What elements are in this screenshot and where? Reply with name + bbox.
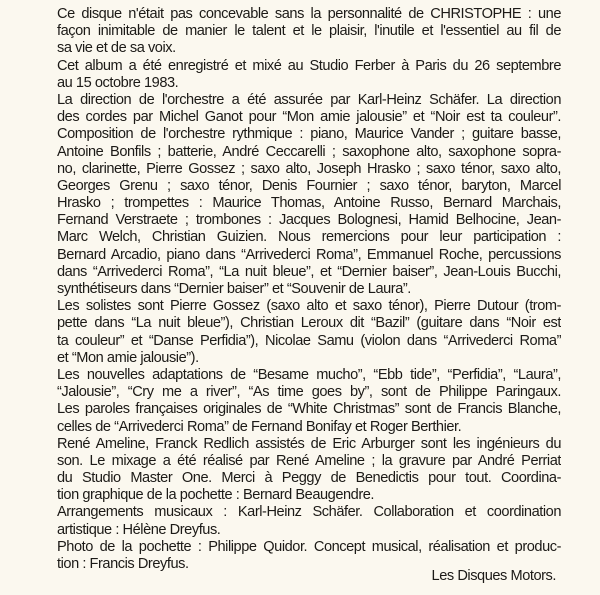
text-line: ta couleur” et “Danse Perfidia”), Nicolae Samu (violon dans “Arrivederci Roma” [57,332,561,349]
text-line: et “Mon amie jalousie”). [57,349,199,366]
text-line: Hrasko ; trompettes : Maurice Thomas, Antoine Russo, Bernard Marchais, [57,195,561,212]
text-line: celles de “Arrivederci Roma” de Fernand Bonifay et Roger Berthier. [57,418,462,435]
text-line: son. Le mixage a été réalisé par René Ameline ; la gravure par André Perriat [57,452,561,469]
text-line: du Studio Master One. Merci à Peggy de Benedictis pour tout. Coordina- [57,470,561,487]
text-line: Les solistes sont Pierre Gossez (saxo alto et saxo ténor), Pierre Dutour (trom- [57,298,561,315]
text-line: “Jalousie”, “Cry me a river”, “As time goes by”, sont de Philippe Paringaux. [57,384,561,401]
liner-notes-text [57,6,561,573]
text-line: Antoine Bonfils ; batterie, André Ceccarelli ; saxophone alto, saxophone sopra- [57,143,561,160]
text-line: Ce disque n'était pas concevable sans la personnalité de CHRISTOPHE : une [57,6,561,22]
text-line: Fernand Verstraete ; trombones : Jacques Bolognesi, Hamid Belhocine, Jean- [57,212,561,229]
text-line: des cordes par Michel Ganot pour “Mon amie jalousie” et “Noir est ta couleur”. [57,109,561,126]
text-line: dans “Arrivederci Roma”, “La nuit bleue”, et “Dernier baiser”, Jean-Louis Bucchi, [57,263,561,280]
text-line: Marc Welch, Christian Guizien. Nous remercions pour leur participation : [57,229,561,246]
text-line: sa vie et de sa voix. [57,40,176,57]
text-line: Les paroles françaises originales de “White Christmas” sont de Francis Blanche, [57,401,561,418]
text-line: Arrangements musicaux : Karl-Heinz Schäfer. Collaboration et coordination [57,504,561,521]
text-line: Bernard Arcadio, piano dans “Arrivederci Roma”, Emmanuel Roche, percussions [57,246,561,263]
text-line: La direction de l'orchestre a été assurée par Karl-Heinz Schäfer. La direction [57,91,561,108]
text-line: synthétiseurs dans “Dernier baiser” et “Souvenir de Laura”. [57,281,411,297]
text-line: René Ameline, Franck Redlich assistés de Eric Arburger sont les ingénieurs du [57,435,561,452]
text-line: au 15 octobre 1983. [57,74,179,91]
label-signature: Les Disques Motors. [431,568,556,584]
text-line: Georges Grenu ; saxo ténor, Denis Fournier ; saxo ténor, baryton, Marcel [57,177,561,194]
text-line: Composition de l'orchestre rythmique : piano, Maurice Vander ; guitare basse, [57,126,561,143]
text-line: artistique : Hélène Dreyfus. [57,521,221,538]
text-line: tion graphique de la pochette : Bernard Beaugendre. [57,487,375,504]
text-line: façon inimitable de manier le talent et le plaisir, l'inutile et l'essentiel au fil de [57,23,561,40]
text-line: Les nouvelles adaptations de “Besame mucho”, “Ebb tide”, “Perfidia”, “Laura”, [57,366,561,383]
text-line: Photo de la pochette : Philippe Quidor. Concept musical, réalisation et produc- [57,538,561,555]
text-line: no, clarinette, Pierre Gossez ; saxo alto, Joseph Hrasko ; saxo ténor, saxo alto, [57,160,561,177]
text-line: Cet album a été enregistré et mixé au Studio Ferber à Paris du 26 septembre [57,57,561,74]
text-line: pette dans “La nuit bleue”), Christian Leroux dit “Bazil” (guitare dans “Noir est [57,315,561,332]
text-line: tion : Francis Dreyfus. [57,556,189,572]
